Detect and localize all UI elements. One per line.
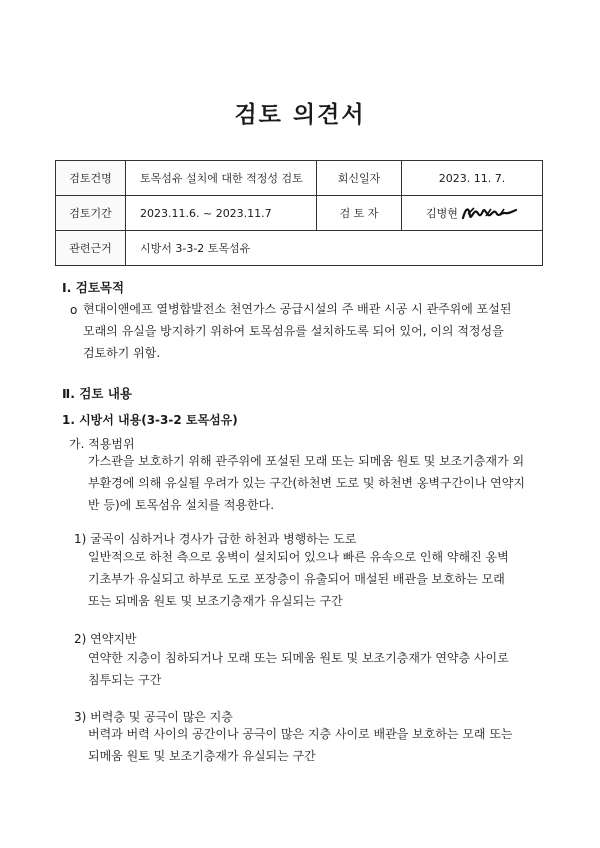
reviewer-name: 김병현 xyxy=(426,207,458,220)
table-row xyxy=(56,161,543,196)
related-label: 관련근거 xyxy=(56,231,126,266)
related-value: 시방서 3-3-2 토목섬유 xyxy=(126,231,543,266)
text-line: 가스관을 보호하기 위해 관주위에 포설된 모래 또는 되메움 원토 및 보조기층재가 외 xyxy=(88,454,525,468)
section2-sub-a: 가. 적용범위 xyxy=(69,437,135,451)
item2-heading: 2) 연약지반 xyxy=(74,632,137,646)
section2-sub1: 1. 시방서 내용(3-3-2 토목섬유) xyxy=(62,413,238,427)
period-value: 2023.11.6. ~ 2023.11.7 xyxy=(126,196,317,231)
reviewer-cell xyxy=(402,196,543,231)
text-line: 또는 되메움 원토 및 보조기층재가 유실되는 구간 xyxy=(88,594,343,608)
item3-heading: 3) 버력층 및 공극이 많은 지층 xyxy=(74,710,233,724)
topic-label: 검토건명 xyxy=(56,161,126,196)
review-info-table xyxy=(55,160,543,266)
reviewer-label: 검 토 자 xyxy=(317,196,402,231)
item3-body xyxy=(88,723,513,767)
period-label: 검토기간 xyxy=(56,196,126,231)
text-line: 현대이앤에프 열병합발전소 천연가스 공급시설의 주 배관 시공 시 관주위에 포설된 xyxy=(83,302,512,316)
page-title: 검토 의견서 xyxy=(234,102,366,128)
signature-icon xyxy=(460,203,518,223)
section2-heading: Ⅱ. 검토 내용 xyxy=(62,386,132,401)
text-line: 버력과 버력 사이의 공간이나 공극이 많은 지층 사이로 배관을 보호하는 모래 또는 xyxy=(88,727,513,741)
reply-date-value: 2023. 11. 7. xyxy=(402,161,543,196)
text-line: 일반적으로 하천 측으로 옹벽이 설치되어 있으나 빠른 유속으로 인해 약해진 옹벽 xyxy=(88,550,509,564)
text-line: 부환경에 의해 유실될 우려가 있는 구간(하천변 도로 및 하천변 옹벽구간이나 연약지 xyxy=(88,476,525,490)
item1-body xyxy=(88,546,509,612)
reply-date-label: 회신일자 xyxy=(317,161,402,196)
text-line: 반 등)에 토목섬유 설치를 적용한다. xyxy=(88,498,275,512)
text-line: 검토하기 위함. xyxy=(83,346,161,360)
section1-heading: Ⅰ. 검토목적 xyxy=(62,280,125,295)
topic-value: 토목섬유 설치에 대한 적정성 검토 xyxy=(126,161,317,196)
item2-body xyxy=(88,647,509,691)
text-line: 연약한 지층이 침하되거나 모래 또는 되메움 원토 및 보조기층재가 연약층 사이로 xyxy=(88,651,509,665)
table-row xyxy=(56,196,543,231)
text-line: 기초부가 유실되고 하부로 도로 포장층이 유출되어 매설된 배관을 보호하는 모래 xyxy=(88,572,505,586)
text-line: 모래의 유실을 방지하기 위하여 토목섬유를 설치하도록 되어 있어, 이의 적정성을 xyxy=(83,324,504,338)
text-line: 침투되는 구간 xyxy=(88,673,162,687)
section2-intro xyxy=(88,450,525,516)
section1-body xyxy=(83,298,511,364)
section1-bullet: o xyxy=(70,303,78,317)
text-line: 되메움 원토 및 보조기층재가 유실되는 구간 xyxy=(88,749,316,763)
table-row xyxy=(56,231,543,266)
item1-heading: 1) 굴곡이 심하거나 경사가 급한 하천과 병행하는 도로 xyxy=(74,532,357,546)
